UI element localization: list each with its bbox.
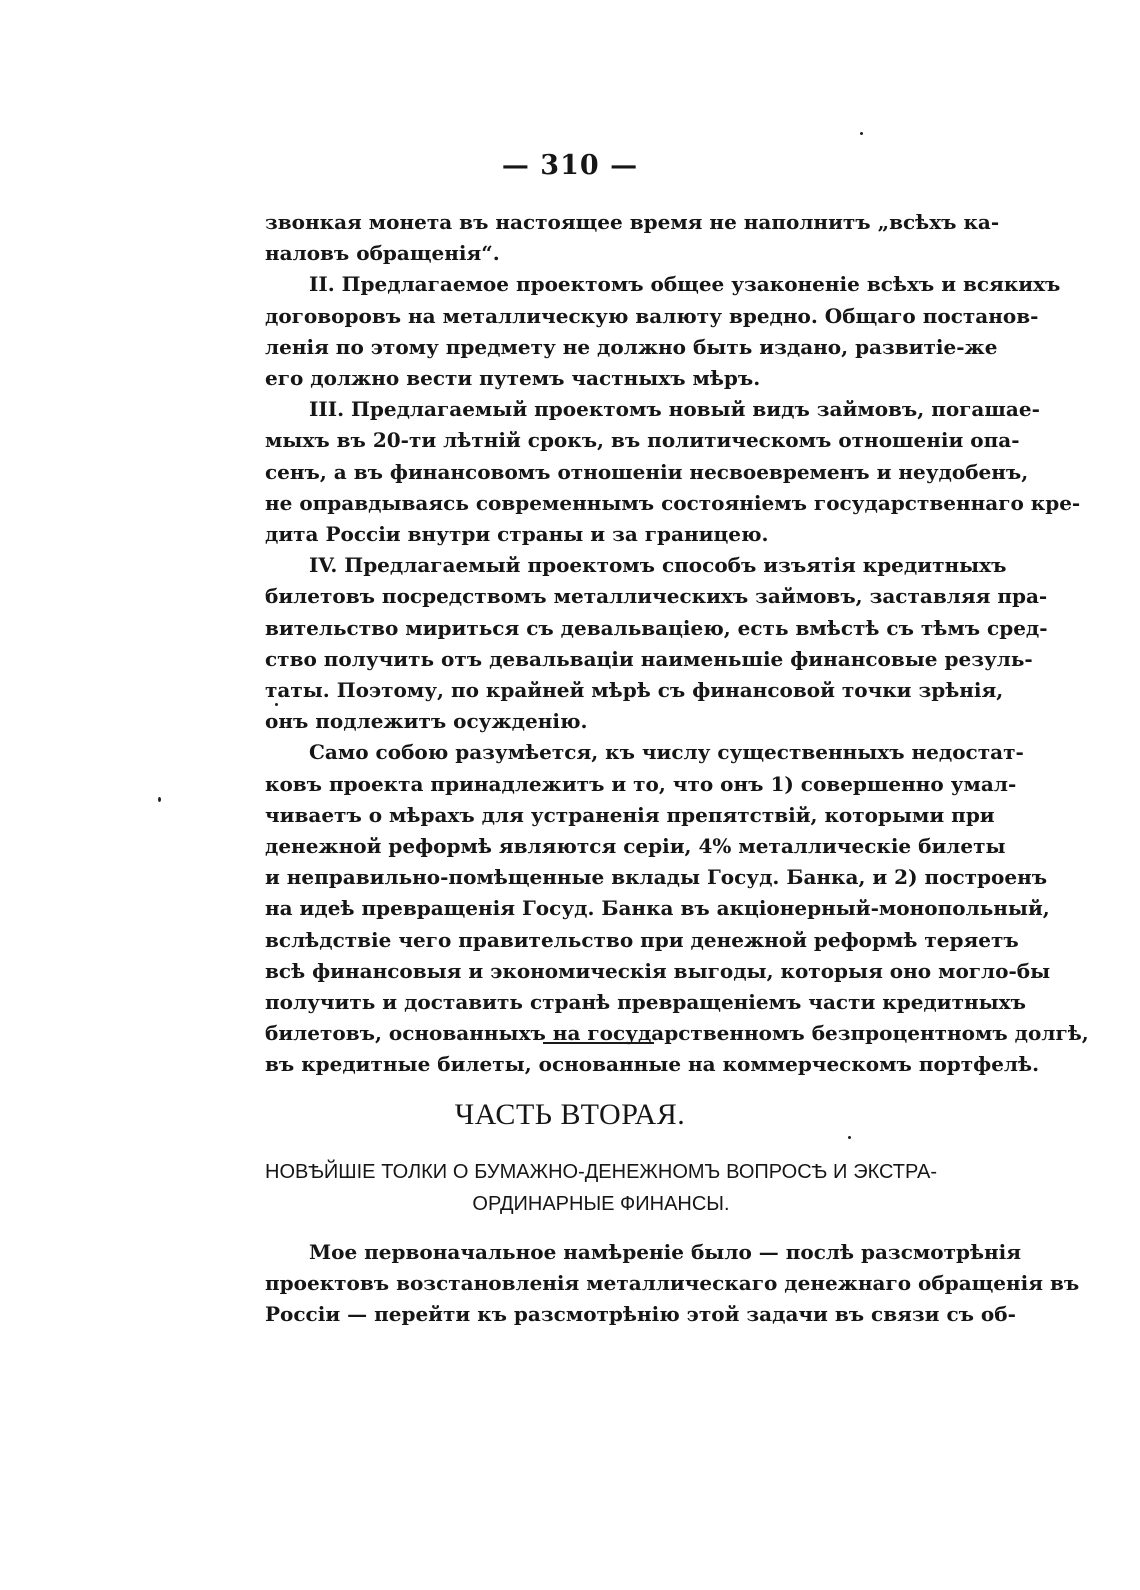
print-speck	[860, 132, 863, 135]
text-line: наловъ обращенія“.	[265, 241, 500, 266]
text-line: вительство мириться съ девальваціею, есть вмѣстѣ съ тѣмъ сред-	[265, 615, 1048, 640]
main-text-block	[265, 207, 1089, 1081]
page-number: — 310 —	[501, 150, 639, 181]
text-line: таты. Поэтому, по крайней мѣрѣ съ финансовой точки зрѣнія,	[265, 678, 1004, 703]
paragraph-5-start: Само собою разумѣется, къ числу существенныхъ недостат-	[309, 740, 1024, 765]
print-speck	[275, 703, 278, 706]
section-subtitle	[265, 1156, 937, 1220]
subtitle-line: ОРДИНАРНЫЕ ФИНАНСЫ.	[472, 1193, 730, 1215]
text-line: и неправильно-помѣщенные вклады Госуд. Банка, и 2) построенъ	[265, 865, 1048, 890]
text-line: билетовъ, основанныхъ на государственномъ безпроцентномъ долгѣ,	[265, 1021, 1089, 1046]
text-line: ковъ проекта принадлежитъ и то, что онъ 1) совершенно умал-	[265, 771, 1017, 796]
text-line: на идеѣ превращенія Госуд. Банка въ акціонерный-монопольный,	[265, 896, 1050, 921]
text-line: звонкая монета въ настоящее время не наполнитъ „всѣхъ ка-	[265, 210, 1000, 234]
text-line: ленія по этому предмету не должно быть издано, развитіе-же	[265, 334, 998, 359]
text-line: получить и доставить странѣ превращеніемъ части кредитныхъ	[265, 990, 1026, 1015]
paragraph-start: Мое первоначальное намѣреніе было — послѣ разсмотрѣнія	[309, 1240, 1022, 1264]
print-speck	[848, 1136, 851, 1139]
section-divider-rule	[543, 1042, 654, 1044]
subtitle-line: НОВѢЙШІЕ ТОЛКИ О БУМАЖНО-ДЕНЕЖНОМЪ ВОПРОСѢ И ЭКСТРА-	[265, 1161, 937, 1183]
text-line: его должно вести путемъ частныхъ мѣръ.	[265, 366, 761, 391]
paragraph-2-start: II. Предлагаемое проектомъ общее узаконеніе всѣхъ и всякихъ	[309, 272, 1061, 297]
text-line: не оправдываясь современнымъ состояніемъ государственнаго кре-	[265, 490, 1081, 515]
text-line: денежной реформѣ являются серіи, 4% металлическіе билеты	[265, 834, 1006, 859]
text-line: билетовъ посредствомъ металлическихъ займовъ, заставляя пра-	[265, 584, 1048, 609]
part-title: ЧАСТЬ ВТОРАЯ.	[454, 1098, 686, 1131]
text-line: онъ подлежитъ осужденію.	[265, 709, 588, 734]
text-line: проектовъ возстановленія металлическаго денежнаго обращенія въ	[265, 1271, 1080, 1296]
text-line: договоровъ на металлическую валюту вредно. Общаго постанов-	[265, 303, 1039, 328]
text-line: вслѣдствіе чего правительство при денежной реформѣ теряетъ	[265, 927, 1019, 952]
text-line: дита Россіи внутри страны и за границею.	[265, 522, 769, 547]
text-line: въ кредитные билеты, основанные на коммерческомъ портфелѣ.	[265, 1052, 1040, 1077]
text-line: всѣ финансовыя и экономическія выгоды, которыя оно могло-бы	[265, 958, 1051, 983]
print-speck	[158, 797, 161, 802]
text-line: сенъ, а въ финансовомъ отношеніи несвоевременъ и неудобенъ,	[265, 459, 1029, 484]
text-line: Россіи — перейти къ разсмотрѣнію этой задачи въ связи съ об-	[265, 1302, 1016, 1327]
text-line: ство получить отъ девальваціи наименьшіе финансовые резуль-	[265, 646, 1033, 671]
text-line: чиваетъ о мѣрахъ для устраненія препятствій, которыми при	[265, 802, 995, 827]
section-text-block	[265, 1237, 1080, 1331]
paragraph-3-start: III. Предлагаемый проектомъ новый видъ займовъ, погашае-	[309, 397, 1040, 422]
paragraph-4-start: IV. Предлагаемый проектомъ способъ изъятія кредитныхъ	[309, 553, 1007, 578]
text-line: мыхъ въ 20-ти лѣтній срокъ, въ политическомъ отношеніи опа-	[265, 428, 1020, 453]
